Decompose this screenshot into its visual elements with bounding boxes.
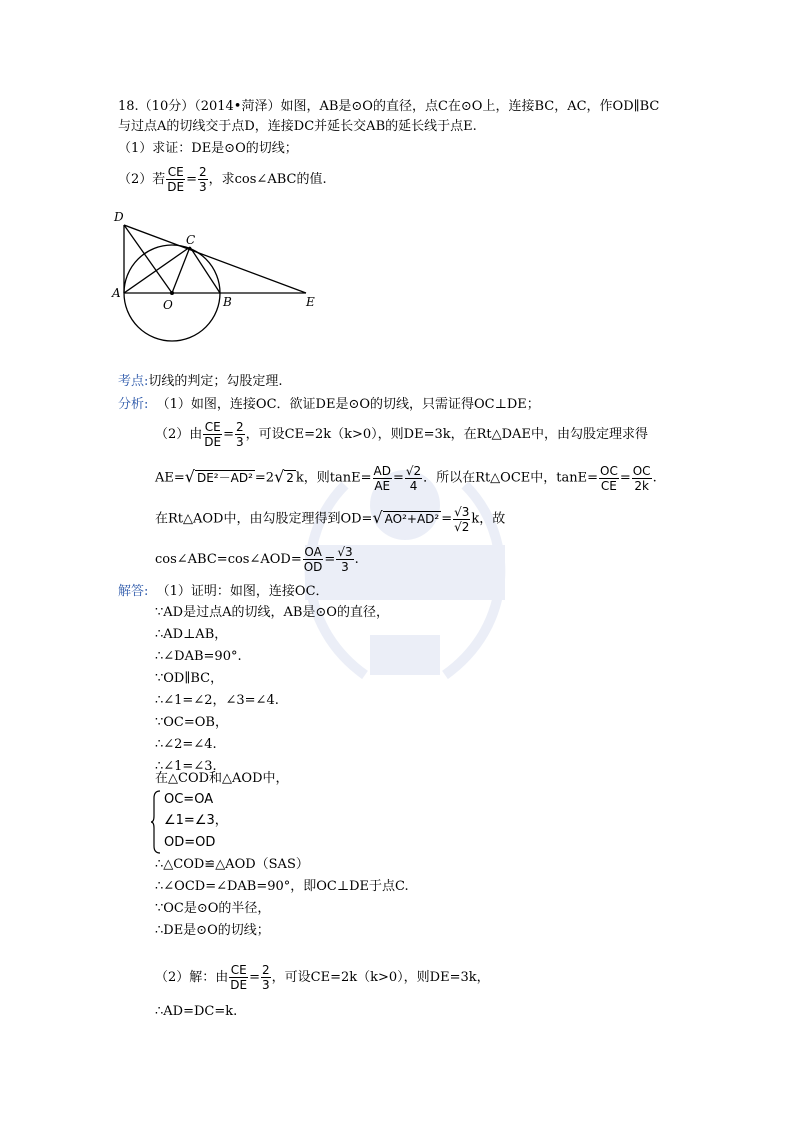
problem-part-2: （2）若 $\frac{CE}{DE}$ = $\frac{2}{3}$ ，求cos∠ABC的值. bbox=[118, 165, 327, 194]
segment-ac bbox=[124, 247, 190, 293]
problem-line-2: 与过点A的切线交于点D，连接DC并延长交AB的延长线于点E. bbox=[118, 119, 477, 134]
geometry-figure bbox=[110, 205, 330, 345]
jieda-line-3: ∴∠DAB=90°. bbox=[155, 649, 242, 664]
system-eq-3: OD=OD bbox=[164, 835, 216, 850]
jieda-line-7: ∴∠2=∠4. bbox=[155, 737, 217, 752]
jieda-part-2: （2）解：由 $\frac{CE}{DE}$ = $\frac{2}{3}$ ，可设CE=2k（k>0），则DE=3k， bbox=[155, 963, 490, 992]
label-e: E bbox=[306, 295, 315, 309]
label-d: D bbox=[114, 210, 124, 224]
problem-line-1: 18.（10分）（2014•菏泽）如图，AB是⊙O的直径，点C在⊙O上，连接BC，AC，作OD∥BC bbox=[118, 99, 660, 114]
segment-cb bbox=[190, 247, 220, 293]
segment-do bbox=[124, 225, 172, 293]
fenxi-line-3: AE=√ DE²－AD² =2√ 2 k，则tanE= $\frac{AD}{AE}$ = $\frac{√2}{4}$ ．所以在Rt△OCE中，tanE= $\frac{OC}{CE}$ = $\frac{OC}{2k}$ . bbox=[155, 463, 657, 493]
label-a: A bbox=[112, 286, 121, 300]
jieda-line-1: ∵AD是过点A的切线，AB是⊙O的直径， bbox=[155, 605, 389, 620]
jieda-line-5: ∴∠1=∠2，∠3=∠4. bbox=[155, 693, 279, 708]
jieda-line-0: 解答: （1）证明：如图，连接OC． bbox=[118, 584, 329, 599]
kaodian: 考点:切线的判定；勾股定理. bbox=[118, 374, 283, 389]
label-o: O bbox=[163, 298, 173, 312]
jieda-part-2-line-2: ∴AD=DC=k. bbox=[155, 1004, 238, 1019]
jieda-line-11: ∴∠OCD=∠DAB=90°，即OC⊥DE于点C. bbox=[155, 879, 409, 894]
jieda-line-2: ∴AD⊥AB， bbox=[155, 627, 228, 642]
jieda-line-8: ∴∠1=∠3. bbox=[155, 759, 217, 774]
fenxi-line-2: （2）由 $\frac{CE}{DE}$ = $\frac{2}{3}$ ，可设CE=2k（k>0），则DE=3k，在Rt△DAE中，由勾股定理求得 bbox=[155, 420, 648, 449]
jieda-label: 解答: bbox=[118, 584, 149, 599]
problem-part-1: （1）求证：DE是⊙O的切线； bbox=[118, 141, 298, 156]
label-b: B bbox=[223, 295, 232, 309]
jieda-line-12: ∵OC是⊙O的半径， bbox=[155, 901, 271, 916]
fenxi-line-5: cos∠ABC=cos∠AOD= $\frac{OA}{OD}$ = $\frac{√3}{3}$ . bbox=[155, 545, 359, 574]
fenxi-label: 分析: bbox=[118, 397, 149, 412]
jieda-line-4: ∵OD∥BC， bbox=[155, 671, 224, 686]
segment-de bbox=[124, 225, 306, 293]
kaodian-label: 考点: bbox=[118, 374, 149, 389]
system-eq-2: ∠1=∠3， bbox=[164, 813, 228, 828]
center-dot bbox=[170, 291, 174, 295]
fraction-ce-de: $\frac{CE}{DE}$ bbox=[167, 165, 185, 194]
fenxi-line-4: 在Rt△AOD中，由勾股定理得到OD=√ AO²+AD² = $\frac{√3}{√2}$ k，故 bbox=[155, 504, 506, 534]
jieda-line-6: ∵OC=OB， bbox=[155, 715, 228, 730]
label-c: C bbox=[186, 233, 196, 247]
jieda-line-13: ∴DE是⊙O的切线； bbox=[155, 923, 270, 938]
fenxi-line-1: 分析: （1）如图，连接OC．欲证DE是⊙O的切线，只需证得OC⊥DE； bbox=[118, 397, 540, 412]
jieda-line-9: 在△COD和△AOD中， bbox=[155, 771, 289, 786]
system-eq-1: OC=OA bbox=[164, 792, 214, 807]
system-brace bbox=[150, 790, 162, 854]
jieda-line-10: ∴△COD≌△AOD（SAS） bbox=[155, 857, 309, 872]
